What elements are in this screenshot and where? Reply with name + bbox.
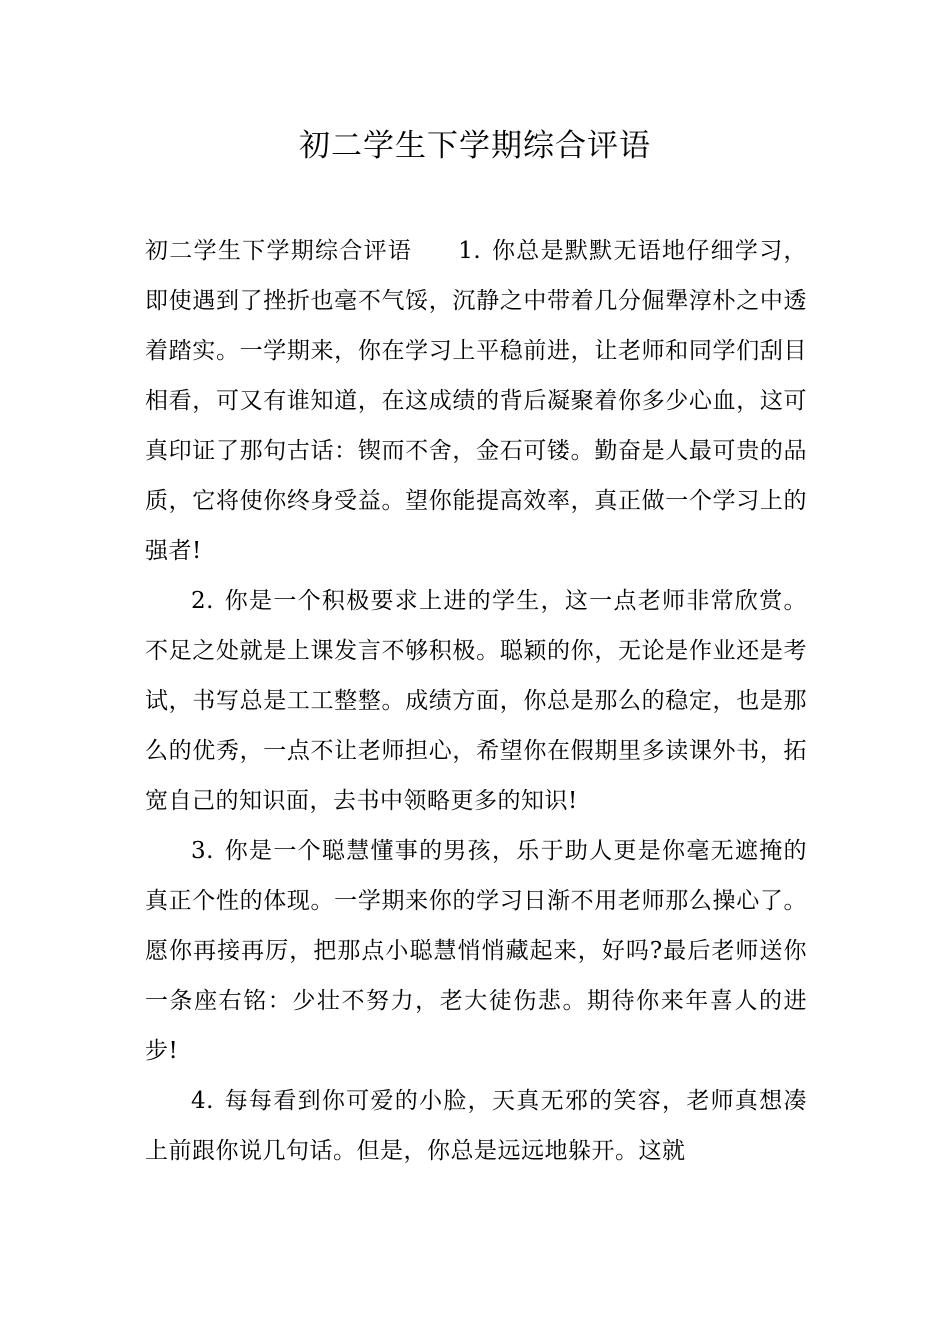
document-body [145, 226, 807, 1176]
paragraph-text: 每每看到你可爱的小脸，天真无邪的笑容，老师真想凑上前跟你说几句话。但是，你总是远远地躲开。这就 [145, 1088, 807, 1164]
paragraph-number: 4. [191, 1088, 214, 1114]
paragraph-1 [145, 226, 807, 576]
paragraph-2 [145, 576, 807, 826]
paragraph-4 [145, 1076, 807, 1176]
paragraph-3 [145, 826, 807, 1076]
page-title: 初二学生下学期综合评语 [299, 128, 651, 164]
paragraph-number: 3. [191, 838, 214, 864]
intro-label: 初二学生下学期综合评语 [145, 238, 413, 264]
paragraph-text: 你是一个聪慧懂事的男孩，乐于助人更是你毫无遮掩的真正个性的体现。一学期来你的学习日渐不用老师那么操心了。愿你再接再厉，把那点小聪慧悄悄藏起来，好吗?最后老师送你一条座右铭：少壮不努力，老大徒伤悲。期待你来年喜人的进步! [145, 838, 807, 1064]
paragraph-number: 1. [458, 238, 482, 264]
paragraph-number: 2. [191, 588, 214, 614]
paragraph-text: 你总是默默无语地仔细学习，即使遇到了挫折也毫不气馁，沉静之中带着几分倔犟淳朴之中透着踏实。一学期来，你在学习上平稳前进，让老师和同学们刮目相看，可又有谁知道，在这成绩的背后凝聚着你多少心血，这可真印证了那句古话：锲而不舍，金石可镂。勤奋是人最可贵的品质，它将使你终身受益。望你能提高效率，真正做一个学习上的强者! [145, 238, 808, 564]
paragraph-text: 你是一个积极要求上进的学生，这一点老师非常欣赏。不足之处就是上课发言不够积极。聪颖的你，无论是作业还是考试，书写总是工工整整。成绩方面，你总是那么的稳定，也是那么的优秀，一点不让老师担心，希望你在假期里多读课外书，拓宽自己的知识面，去书中领略更多的知识! [145, 588, 807, 814]
